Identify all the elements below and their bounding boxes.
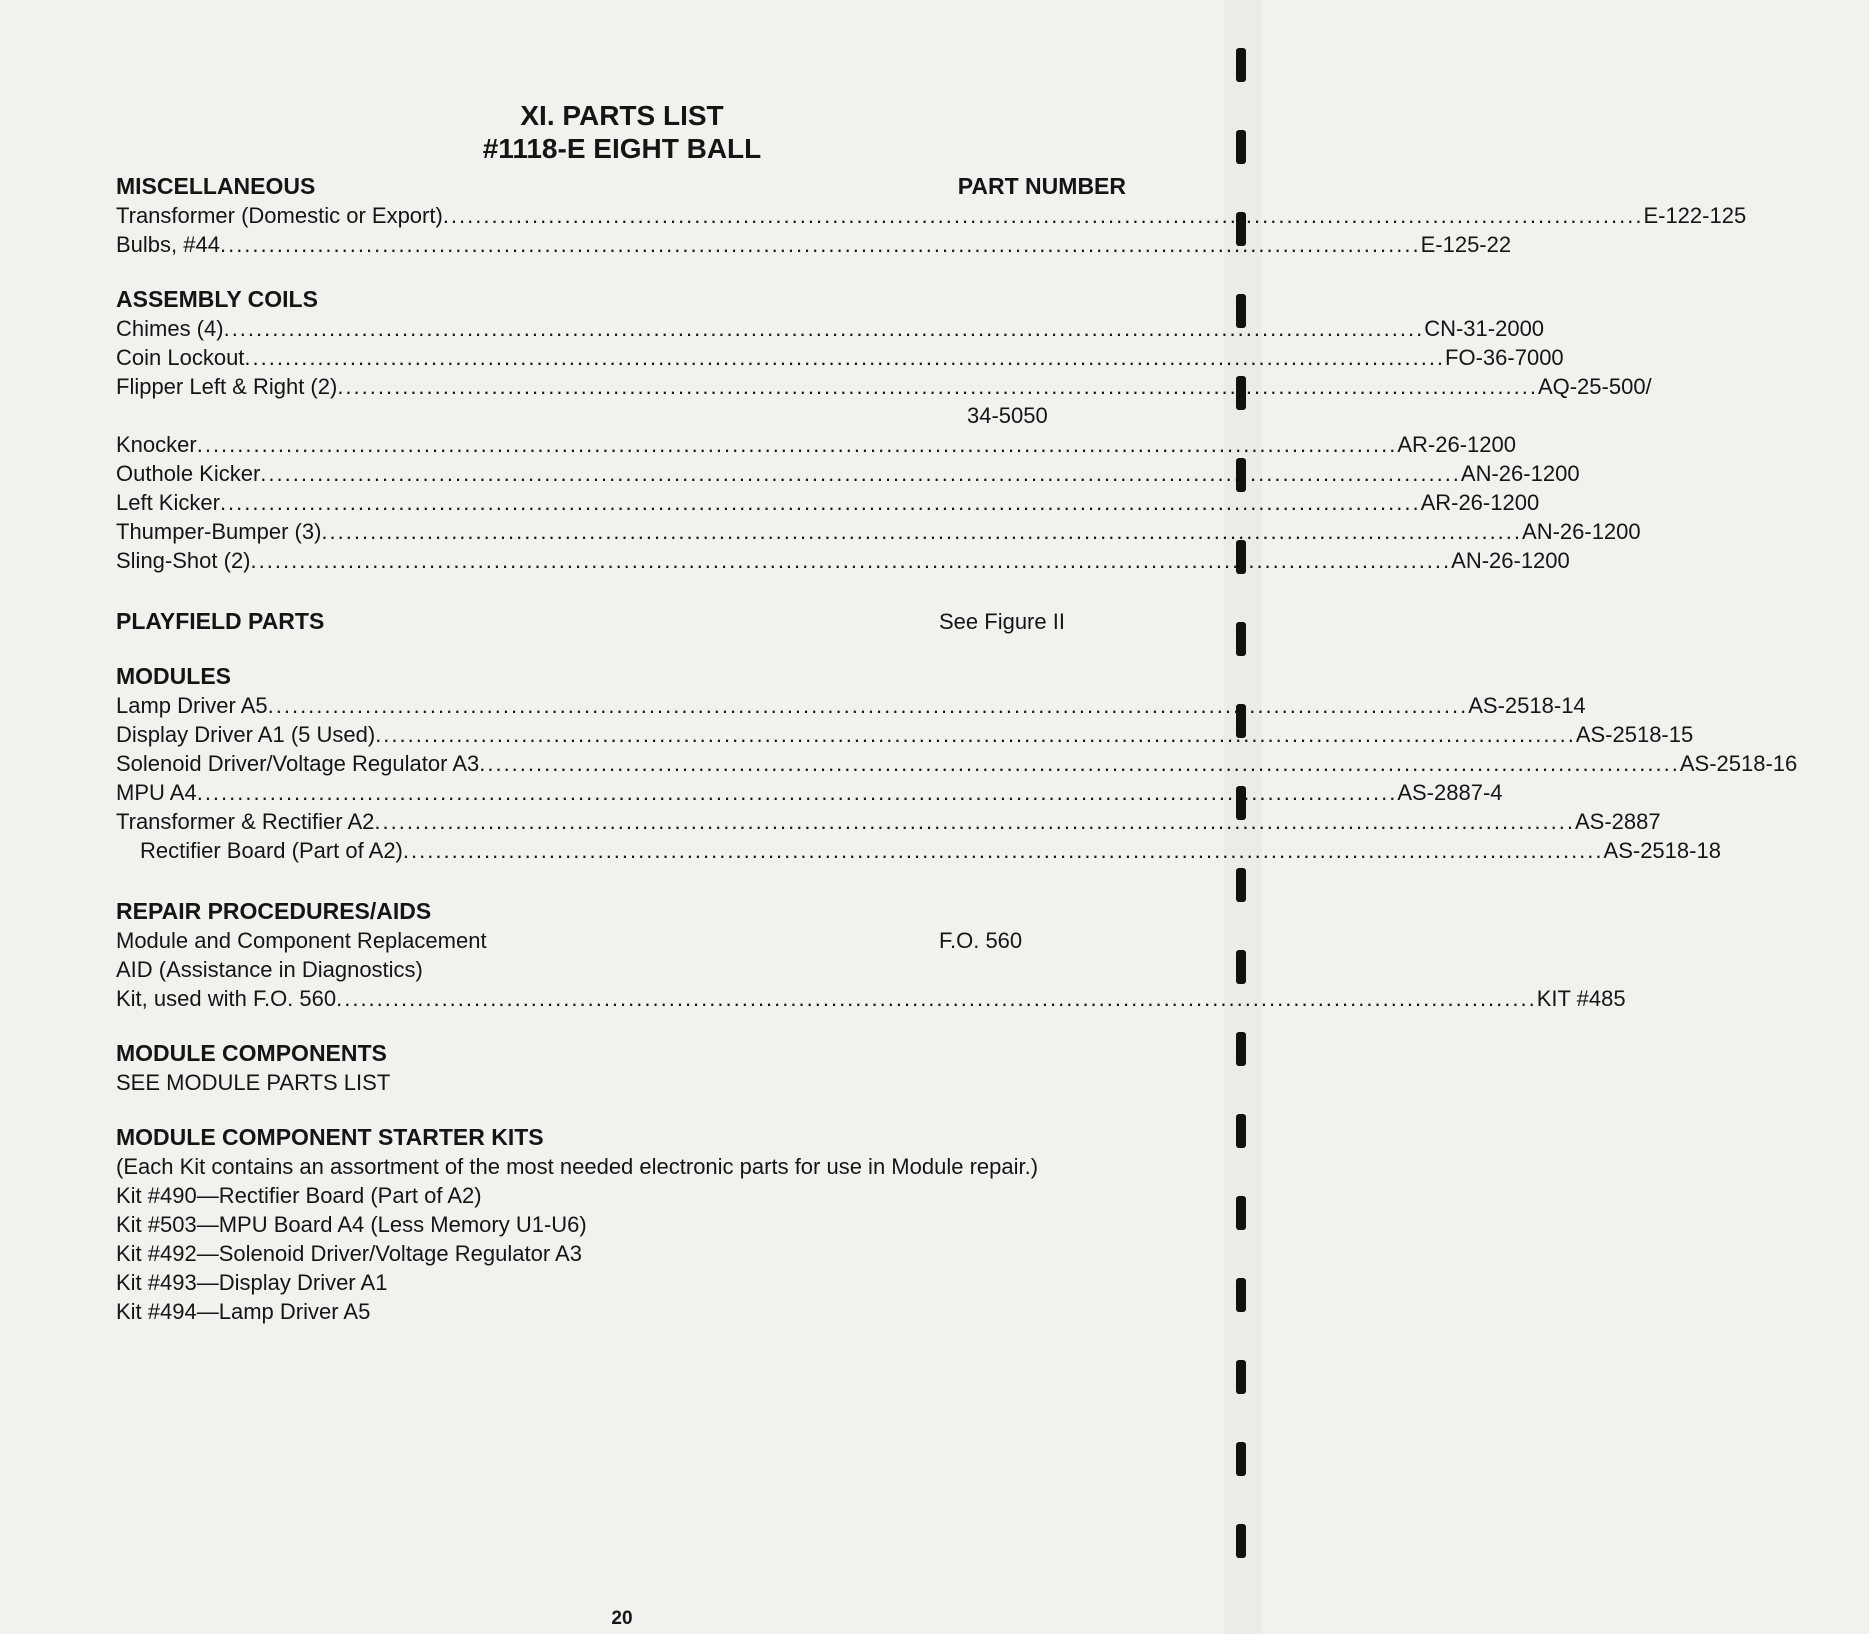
part-description: Rectifier Board (Part of A2) xyxy=(140,838,403,863)
part-description: Chimes (4) xyxy=(116,316,224,341)
leader-dots: .................................................................................................................................................... xyxy=(267,693,1469,718)
parts-row xyxy=(116,984,1626,1013)
page-number: 20 xyxy=(611,1608,633,1629)
binding-hole xyxy=(1236,868,1246,902)
part-number: AR-26-1200 xyxy=(1420,490,1540,515)
binding-hole xyxy=(1236,48,1246,82)
part-number: AR-26-1200 xyxy=(1397,432,1516,457)
misc-section-header xyxy=(116,172,1126,201)
kit-item: Kit #494—Lamp Driver A5 xyxy=(116,1299,371,1324)
leader-dots: .................................................................................................................................................... xyxy=(479,751,1680,776)
parts-row xyxy=(116,488,1540,517)
part-number: AS-2518-16 xyxy=(1679,751,1798,776)
part-number: AS-2518-14 xyxy=(1468,693,1586,718)
section-heading: MODULE COMPONENT STARTER KITS xyxy=(116,1124,544,1150)
parts-row xyxy=(116,517,1641,546)
part-number: E-122-125 xyxy=(1643,203,1747,228)
part-description: Flipper Left & Right (2) xyxy=(116,374,338,399)
parts-row xyxy=(116,372,1652,401)
parts-row xyxy=(116,459,1580,488)
leader-dots: .................................................................................................................................................... xyxy=(375,722,1576,747)
leader-dots: .................................................................................................................................................... xyxy=(402,838,1604,863)
leader-dots: .................................................................................................................................................... xyxy=(196,780,1398,805)
leader-dots: .................................................................................................................................................... xyxy=(244,345,1446,370)
leader-dots: .................................................................................................................................................... xyxy=(336,986,1537,1011)
part-description: Knocker xyxy=(116,432,197,457)
part-number: CN-31-2000 xyxy=(1424,316,1545,341)
kit-item: Kit #493—Display Driver A1 xyxy=(116,1270,388,1295)
section-heading: ASSEMBLY COILS xyxy=(116,286,318,312)
repair-description: AID (Assistance in Diagnostics) xyxy=(116,957,423,982)
binding-hole xyxy=(1236,1360,1246,1394)
leader-dots: .................................................................................................................................................... xyxy=(250,548,1452,573)
kit-item: Kit #503—MPU Board A4 (Less Memory U1-U6) xyxy=(116,1212,587,1237)
part-description: Coin Lockout xyxy=(116,345,245,370)
leader-dots: .................................................................................................................................................... xyxy=(442,203,1644,228)
leader-dots: .................................................................................................................................................... xyxy=(196,432,1398,457)
section-heading: PLAYFIELD PARTS xyxy=(116,608,325,634)
parts-row xyxy=(116,807,1661,836)
leader-dots: .................................................................................................................................................... xyxy=(219,232,1421,257)
part-number: AS-2887-4 xyxy=(1397,780,1503,805)
parts-row xyxy=(116,546,1570,575)
part-number: AS-2887 xyxy=(1575,809,1661,834)
part-description: Transformer (Domestic or Export) xyxy=(116,203,443,228)
part-description: Bulbs, #44 xyxy=(116,232,220,257)
kit-item: Kit #492—Solenoid Driver/Voltage Regulator A3 xyxy=(116,1241,582,1266)
section-heading: REPAIR PROCEDURES/AIDS xyxy=(116,898,432,924)
part-description: Display Driver A1 (5 Used) xyxy=(116,722,376,747)
section-heading: MODULES xyxy=(116,663,231,689)
parts-row xyxy=(116,749,1798,778)
parts-row xyxy=(116,778,1503,807)
part-number: AS-2518-15 xyxy=(1575,722,1694,747)
parts-row xyxy=(116,314,1545,343)
part-description: Outhole Kicker xyxy=(116,461,261,486)
binding-hole xyxy=(1236,1524,1246,1558)
parts-row xyxy=(116,343,1564,372)
part-number: AN-26-1200 xyxy=(1451,548,1570,573)
parts-row xyxy=(116,720,1694,749)
part-number: AN-26-1200 xyxy=(1460,461,1580,486)
page-title: XI. PARTS LIST xyxy=(520,100,724,131)
leader-dots: .................................................................................................................................................... xyxy=(321,519,1523,544)
part-number-continued: 34-5050 xyxy=(967,403,1048,428)
section-heading: MODULE COMPONENTS xyxy=(116,1040,387,1066)
parts-row xyxy=(116,201,1747,230)
parts-row xyxy=(116,230,1512,259)
part-number: KIT #485 xyxy=(1536,986,1626,1011)
module-components-note: SEE MODULE PARTS LIST xyxy=(116,1070,391,1095)
binding-hole xyxy=(1236,1196,1246,1230)
binding-hole xyxy=(1236,950,1246,984)
repair-row xyxy=(116,926,1126,955)
binding-hole xyxy=(1236,1032,1246,1066)
parts-row xyxy=(116,836,1721,865)
part-number: FO-36-7000 xyxy=(1445,345,1564,370)
leader-dots: .................................................................................................................................................... xyxy=(219,490,1421,515)
part-number: E-125-22 xyxy=(1420,232,1512,257)
kit-note: (Each Kit contains an assortment of the most needed electronic parts for use in Module repair.) xyxy=(116,1154,1039,1179)
part-description: Kit, used with F.O. 560 xyxy=(116,986,337,1011)
parts-list xyxy=(116,172,1798,1326)
part-description: MPU A4 xyxy=(116,780,197,805)
figure-reference: See Figure II xyxy=(939,609,1065,634)
leader-dots: .................................................................................................................................................... xyxy=(223,316,1425,341)
leader-dots: .................................................................................................................................................... xyxy=(374,809,1575,834)
part-description: Sling-Shot (2) xyxy=(116,548,251,573)
binding-hole xyxy=(1236,1114,1246,1148)
binding-hole xyxy=(1236,1278,1246,1312)
repair-description: Module and Component Replacement xyxy=(116,928,487,953)
page-subtitle: #1118-E EIGHT BALL xyxy=(482,133,762,164)
kit-item: Kit #490—Rectifier Board (Part of A2) xyxy=(116,1183,482,1208)
section-heading: MISCELLANEOUS xyxy=(116,173,316,199)
parts-row xyxy=(116,691,1586,720)
leader-dots: .................................................................................................................................................... xyxy=(337,374,1538,399)
parts-row xyxy=(116,430,1516,459)
parts-row xyxy=(116,401,1126,430)
playfield-section xyxy=(116,607,1126,636)
part-number-heading: PART NUMBER xyxy=(957,173,1126,199)
repair-reference: F.O. 560 xyxy=(939,928,1023,953)
part-description: Thumper-Bumper (3) xyxy=(116,519,322,544)
part-description: Left Kicker xyxy=(116,490,220,515)
part-number: AN-26-1200 xyxy=(1522,519,1641,544)
part-description: Transformer & Rectifier A2 xyxy=(116,809,375,834)
binding-hole xyxy=(1236,622,1246,656)
part-description: Lamp Driver A5 xyxy=(116,693,268,718)
part-description: Solenoid Driver/Voltage Regulator A3 xyxy=(116,751,480,776)
leader-dots: .................................................................................................................................................... xyxy=(260,461,1461,486)
part-number: AQ-25-500/ xyxy=(1537,374,1652,399)
binding-hole xyxy=(1236,1442,1246,1476)
part-number: AS-2518-18 xyxy=(1603,838,1721,863)
